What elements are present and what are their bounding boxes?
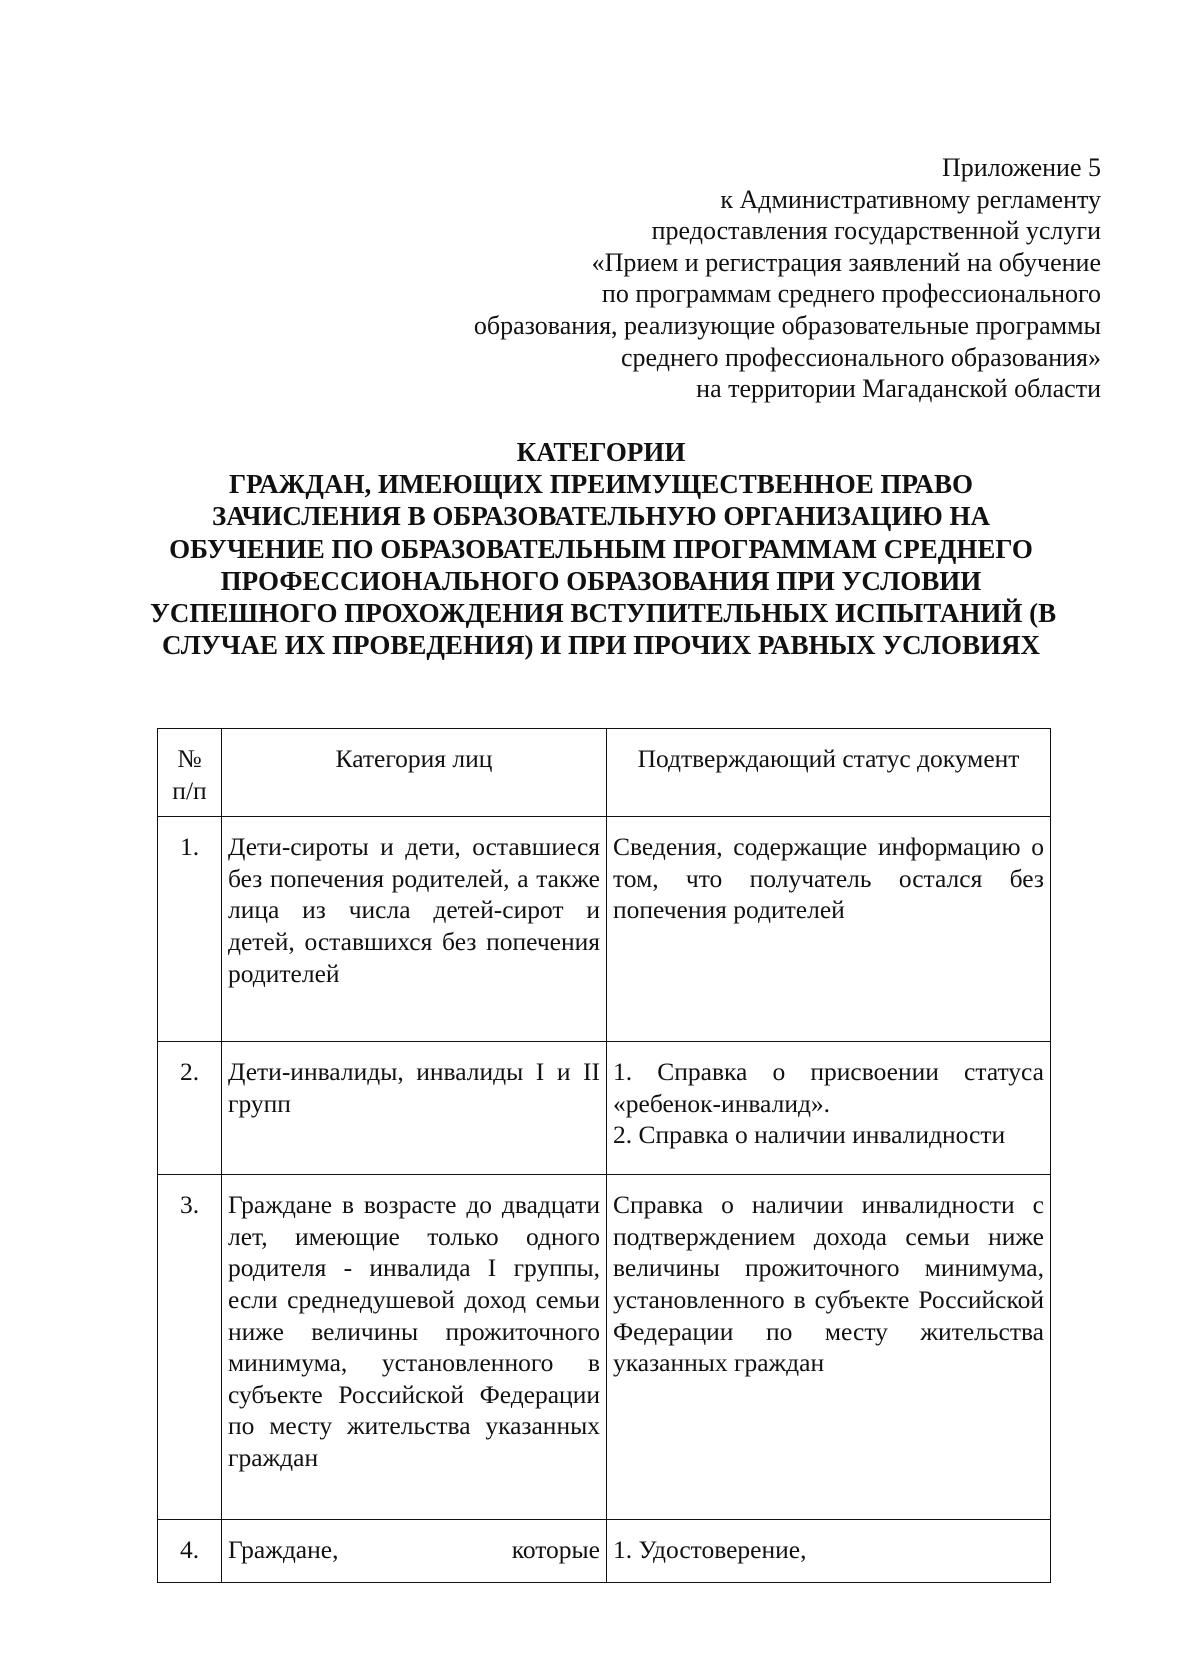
row-category — [222, 1520, 607, 1583]
row-number: 3. — [158, 1175, 222, 1520]
document-item: 2. Справка о наличии инвалидности — [613, 1120, 1006, 1150]
row-category: Дети-инвалиды, инвалиды I и II групп — [222, 1042, 607, 1175]
appendix-line: образования, реализующие образовательные программы — [473, 310, 1101, 340]
table-row — [158, 1520, 1051, 1583]
appendix-line: среднего профессионального образования» — [621, 342, 1101, 372]
row-category: Граждане в возрасте до двадцати лет, имеющие только одного родителя - инвалида I группы, если среднедушевой доход семьи ниже величины прожиточного минимума, установленного в субъекте Российской Федерации по месту жительства указанных граждан — [222, 1175, 607, 1520]
header-number-abbr: п/п — [172, 775, 207, 805]
row-document: Справка о наличии инвалидности с подтверждением дохода семьи ниже величины прожиточного минимума, установленного в субъекте Российской Федерации по месту жительства указанных граждан — [607, 1175, 1051, 1520]
header-document: Подтверждающий статус документ — [607, 729, 1051, 817]
title-line: ЗАЧИСЛЕНИЯ В ОБРАЗОВАТЕЛЬНУЮ ОРГАНИЗАЦИЮ НА — [211, 501, 991, 532]
row-number: 4. — [158, 1520, 222, 1583]
row-category: Дети-сироты и дети, оставшиеся без попечения родителей, а также лица из числа детей-сирот и детей, оставшихся без попечения родителей — [222, 817, 607, 1042]
row-document — [607, 1042, 1051, 1175]
title-line: СЛУЧАЕ ИХ ПРОВЕДЕНИЯ) И ПРИ ПРОЧИХ РАВНЫХ УСЛОВИЯХ — [161, 630, 1041, 661]
title-line: ОБУЧЕНИЕ ПО ОБРАЗОВАТЕЛЬНЫМ ПРОГРАММАМ СРЕДНЕГО — [169, 533, 1033, 564]
row-document: Сведения, содержащие информацию о том, что получатель остался без попечения родителей — [607, 817, 1051, 1042]
table-row — [158, 1175, 1051, 1520]
table-header-row — [158, 729, 1051, 817]
appendix-line: предоставления государственной услуги — [651, 216, 1101, 246]
row-document: 1. Удостоверение, — [607, 1520, 1051, 1583]
row-number: 2. — [158, 1042, 222, 1175]
appendix-line: к Административному регламенту — [720, 184, 1101, 214]
appendix-block — [341, 152, 1101, 405]
categories-table — [157, 728, 1051, 1583]
document-item: 1. Справка о присвоении статуса «ребенок-инвалид». — [613, 1057, 1044, 1118]
title-line: ПРОФЕССИОНАЛЬНОГО ОБРАЗОВАНИЯ ПРИ УСЛОВИИ — [220, 565, 982, 596]
header-number-sign: № — [177, 744, 202, 773]
appendix-line: по программам среднего профессионального — [601, 279, 1101, 309]
row-category-text: Граждане, которые — [228, 1535, 600, 1565]
title-line: ГРАЖДАН, ИМЕЮЩИХ ПРЕИМУЩЕСТВЕННОЕ ПРАВО — [228, 469, 974, 500]
header-number — [158, 729, 222, 817]
title-line: КАТЕГОРИИ — [516, 437, 686, 467]
appendix-line: Приложение 5 — [941, 153, 1101, 182]
table-row — [158, 817, 1051, 1042]
title-line: УСПЕШНОГО ПРОХОЖДЕНИЯ ВСТУПИТЕЛЬНЫХ ИСПЫТАНИЙ (В — [150, 598, 1057, 629]
row-number: 1. — [158, 817, 222, 1042]
appendix-line: «Прием и регистрация заявлений на обучение — [591, 247, 1101, 277]
table-row — [158, 1042, 1051, 1175]
header-category: Категория лиц — [222, 729, 607, 817]
appendix-line: на территории Магаданской области — [696, 374, 1101, 404]
document-title — [150, 436, 1057, 661]
